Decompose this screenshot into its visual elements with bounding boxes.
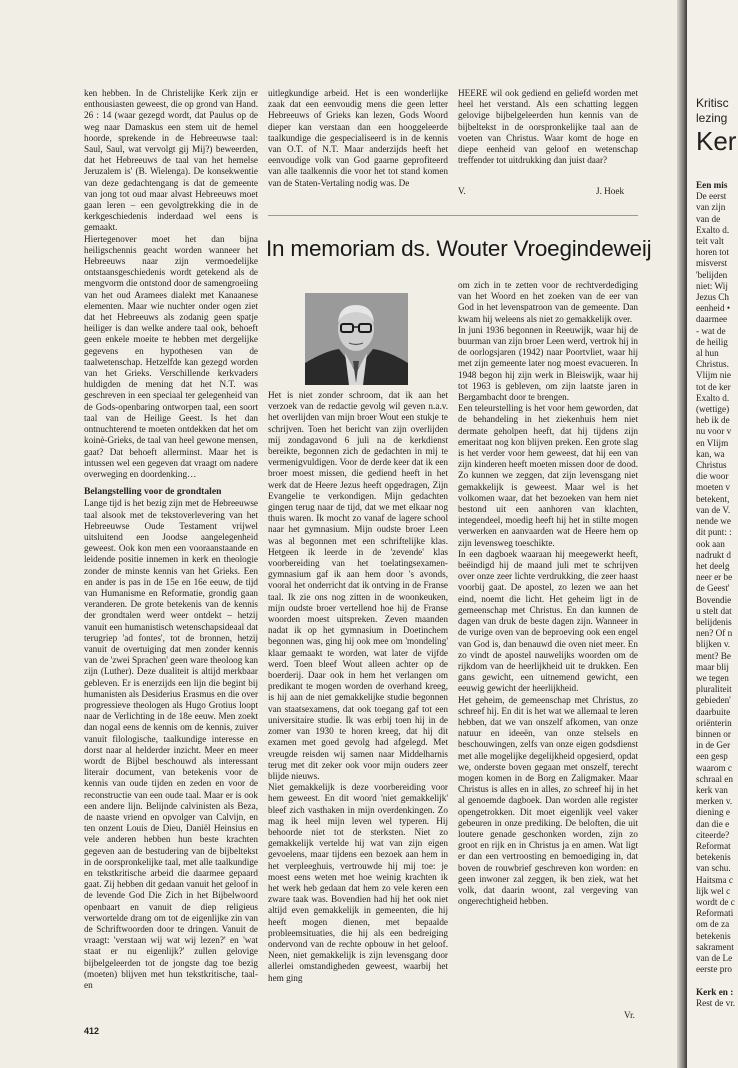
next-page-title: Ker <box>696 126 737 156</box>
paragraph: HEERE wil ook gediend en geliefd worden met heel het verstand. Als een schatting leggen gelovige bijbelgeleerden hun kennis van de bijbeltekst in de oorspronkelijke taal aan de voeten van Christus. Waar komt de hoge en diepe eenheid van geloof en wetenschap treffender tot uitdrukking dan juist daar? <box>458 88 638 166</box>
next-page-line: 'belijden <box>696 269 728 280</box>
article-column-1 <box>84 88 258 1026</box>
next-page-line: maar blij <box>696 661 729 672</box>
next-page-line: nu voor v <box>696 426 732 437</box>
next-page-line: diening e <box>696 807 730 818</box>
paragraph: uitlegkundige arbeid. Het is een wonderlijke zaak dat een eenvoudig mens die geen letter Hebreeuws of Grieks kan lezen, Gods Woord dieper kan verstaan dan een hooggeleerde taalkundige die gespecialiseerd is in de kennis van O.T. of N.T. Maar anderzijds heeft het eenvoudige volk van God gaarne geprofiteerd van alle taalkennis die voor het tot stand komen van de Staten-Vertaling nodig was. De <box>268 88 448 188</box>
next-page-line: (wettige) <box>696 404 730 415</box>
next-page-line: we tegen <box>696 672 729 683</box>
paragraph: ken hebben. In de Christelijke Kerk zijn er enthousiasten geweest, die op grond van Hand. 26 : 14 (waar gezegd wordt, dat Paulus op de weg naar Damaskus een stem uit de hemel hoorde, sprekende in de Hebreeuwse taal: Saul, Saul, wat vervolgt gij Mij?) beweerden, dat het Hebreeuws de taal van het hemelse Jeruzalem is' (B. Wielenga). De konsekwentie van deze gedachtengang is dat de gemeente van jong tot oud maar alvast Hebreeuws moet gaan leren – een gevolgtrekking die in de kerkgeschiedenis inderdaad wel eens is gemaakt. <box>84 88 258 233</box>
next-page-line: belijdenis <box>696 616 732 627</box>
next-page-kicker: Kritisc <box>696 96 729 110</box>
page-number: 412 <box>84 1026 100 1036</box>
subheading: Belangstelling voor de grondtalen <box>84 486 222 498</box>
memoriam-signature: Vr. <box>624 1010 635 1020</box>
next-page-line: die woor <box>696 471 729 482</box>
next-page-line: waarom c <box>696 762 732 773</box>
next-page-line: teit valt <box>696 236 724 247</box>
paragraph: Lange tijd is het bezig zijn met de Hebreeuwse taal alsook met de tekstoverlevering van het Hebreeuwse Oude Testament vrijwel uitsluitend een Joodse aangelegenheid geweest. Ook kon men een vooraanstaande en leidende positie innemen in kerk en theologie zonder de minste kennis van het Grieks. Een en ander is pas in de 15e en 16e eeuw, de tijd van Humanisme en Reformatie, grondig gaan veranderen. De grote betekenis van de kennis der grondtalen werd weer ontdekt – hetzij vanuit een humanistisch wetenschapsideaal dat terugriep 'ad fontes', tot de bronnen, hetzij vanuit de overtuiging dat men zonder kennis van de 'zwei Sprachen' geen ware theoloog kan zijn (Luther). Deze dualiteit is altijd merkbaar gebleven. Er is enerzijds een lijn die begint bij humanisten als Desiderius Erasmus en die over progressieve theologen als Hugo Grotius loopt naar de Verlichting in de 18e eeuw. Men zoekt dan nogal eens de kennis om de kennis, zuiver vanuit filologische, taalkundige interesse en dorst naar al helderder inzicht. Meer en meer wordt de Bijbel beschouwd als interessant literair document, van betekenis voor de kennis van oude tijden en zeden en voor de reconstructie van een oude taal. Maar er is ook een andere lijn. Belijnde calvinisten als Beza, de naaste vriend en opvolger van Calvijn, en ten onzent Louis de Dieu, Daniël Heinsius en vele anderen hebben hun beste krachten gegeven aan de bestudering van de bijbeltekst in de oorspronkelijke taal, met alle taalkundige en tekstkritische arbeid die daarmee gepaard gaat. Zij hebben dit gedaan vanuit het geloof in de levende God Die Zich in het Bijbelwoord openbaart en vanuit de diep religieus verwortelde drang om tot de eigenlijke zin van de Schriftwoorden door te dringen. Vanuit de vraagt: 'verstaan wij wat wij lezen?' en 'wat staat er nu eigenlijk?' zullen gelovige bijbelgeleerden tot de jongste dag toe bezig (moeten) blijven met hun tekstkritische, taal- en <box>84 498 258 991</box>
next-page-line: wordt de c <box>696 897 735 907</box>
next-page-line: dan die e <box>696 818 730 829</box>
paragraph: In een dagboek waaraan hij meegewerkt heeft, beëindigd hij de maand juli met te schrijven over onze zeer lichte verdrukking, die zeer haast voorbij gaat. De apostel, zo lezen we aan het eind, noemt die licht. Het geheim ligt in de gemeenschap met Christus. En dan kunnen de dagen van druk de beste dagen zijn. Wanneer in de vurige oven van de beproeving ook een engel van God is, dan benauwd die oven niet meer. En zo vindt de apostel nauwelijks woorden om de rijkdom van de heerlijkheid uit te drukken. Een gans gewicht, een uitnemend gewicht, een eeuwig gewicht der heerlijkheid. <box>458 548 638 694</box>
next-page-line: schraal en <box>696 773 733 784</box>
next-page-line: sakrament <box>696 941 734 952</box>
paragraph: Hiertegenover moet het dan bijna heiligschennis geacht worden wanneer het Hebreeuws naar zijn vermoedelijke ontstaansgeschiedenis wordt getekend als de mengvorm die ontstond door de samengroeiing van het oud Aramees dialekt met Kanaanese elementen. Maar wie nuchter onder ogen ziet dat het Hebreeuws als zodanig geen spatje heiliger is dan welke andere taal ook, behoeft geen enkele moeite te hebben met dergelijke gegevens en hypothesen van de taalwetenschap. Hetzelfde kan gezegd worden van het Grieks. Verschillende kerkvaders huldigden de mening dat het N.T. was geschreven in een speciaal ter gelegenheid van de Gods-openbaring ontworpen taal, een soort taal van de Heilige Geest. Is het dan ontnuchterend te moeten ontdekken dat het om koinè-Grieks, de taal van heel gewone mensen, gaat? Dat behoeft allerminst. Maar het is intussen wel een gegeven dat vraagt om nadere overweging en doordenking… <box>84 233 258 479</box>
next-page-line: nen? Of n <box>696 628 733 639</box>
next-page-line: gebieden' <box>696 695 731 706</box>
next-page-line: een gesp <box>696 751 728 762</box>
next-page-line: Reformat <box>696 840 731 851</box>
next-page-line: moeten v <box>696 482 730 493</box>
next-page-line: al hun <box>696 348 719 359</box>
next-page-line: horen tot <box>696 247 729 258</box>
article-column-3 <box>458 88 638 183</box>
article-column-2 <box>268 88 448 225</box>
next-page-line: betekenis <box>696 852 731 863</box>
next-page-line: Een mis <box>696 180 728 190</box>
next-page-line: Reformati <box>696 908 734 919</box>
next-page-line: Christus. <box>696 359 729 370</box>
next-page-line: Jezus Ch <box>696 292 729 303</box>
next-page-line: Christus <box>696 460 727 471</box>
paragraph: Het geheim, de gemeenschap met Christus, zo schreef hij. En dit is het wat we allemaal te leren hebben, dat we van onszelf afkomen, van onze natuur en ideeën, van onze stelsels en beschouwingen, zelfs van onze eigen godsdienst met alle mogelijke degelijkheid opgesierd, opdat we, onderste boven gegaan met onszelf, terecht mogen komen in de Borg en Zaligmaker. Maar Christus is alles en in alles, zo schreef hij in het al genoemde dagboek. Dan worden alle register opengetrokken. Dit moet eigenlijk veel vaker gebeuren in onze prediking. De beloften, die uit loutere genade geschonken worden, zijn zo groot en rijk en in Christus ja en amen. Wat ligt er dan een vertroosting en bemoediging in, dat boven de rouwbrief geschreven kon worden: en geen inwoner zal zeggen, ik ben ziek, wat het volk, dat daarin woont, zal vergeving van ongerechtigheid hebben. <box>458 694 638 907</box>
next-page-line: Bovendie <box>696 594 732 605</box>
signature-initial: V. <box>458 186 466 196</box>
next-page-line: neer er be <box>696 572 733 583</box>
next-page-line: niet: Wij <box>696 280 728 291</box>
memoriam-column-2 <box>458 280 638 1026</box>
portrait-photo <box>305 293 408 385</box>
next-page-line: en Vlijm <box>696 437 729 448</box>
next-page-line: kan, wa <box>696 448 725 459</box>
next-page-line: van de V. <box>696 504 731 515</box>
adjacent-page <box>687 0 738 1068</box>
next-page-line: blijken v. <box>696 639 731 650</box>
next-page-line: Haitsma c <box>696 874 733 885</box>
next-page-line: merken v. <box>696 796 733 807</box>
next-page-kicker-2: lezing <box>696 111 728 125</box>
next-page-line: ook aan <box>696 538 725 549</box>
next-page-line: de Geest' <box>696 583 730 594</box>
section-divider <box>268 215 638 216</box>
next-page-text <box>696 180 736 1009</box>
next-page-line: betekent, <box>696 493 730 504</box>
next-page-line: binnen or <box>696 728 731 739</box>
paragraph: In juni 1936 begonnen in Reeuwijk, waar hij de buurman van zijn broer Leen werd, vertrok hij in de oorlogsjaren (1942) naar Poortvliet, waar hij met zijn gemeente later nog moest evacueren. In 1948 begon hij zijn werk in Bleiswijk, waar hij tot 1963 is gebleven, om zijn laatste jaren in Bergambacht door te brengen. <box>458 324 638 403</box>
next-page-line: Vlijm nie <box>696 370 731 381</box>
next-page-line: dit punt: : <box>696 527 732 538</box>
next-page-line: betekenis <box>696 930 731 941</box>
next-page-line: eenheid • <box>696 303 731 314</box>
next-page-line: lijk wel c <box>696 885 731 896</box>
next-page-line: ment? Be <box>696 650 731 661</box>
next-page-line: het deelg <box>696 560 730 571</box>
next-page-line: Rest de vr. <box>696 997 736 1008</box>
next-page-line: nende we <box>696 516 731 527</box>
next-page-line: pluraliteit <box>696 684 732 695</box>
paragraph: Een teleurstelling is het voor hem geworden, dat de behandeling in het ziekenhuis hem niet dermate geholpen heeft, dat hij tijdens zijn emeritaat nog kon blijven preken. Een grote slag is het verder voor hem geweest, dat hij een van zijn kinderen heeft moeten missen door de dood. Zo kunnen we zeggen, dat zijn levensgang niet gemakkelijk is geweest. Maar wel is het volkomen waar, dat het bezoeken van hem niet bestond uit een aanhoren van klachten, integendeel, moedig heeft hij het in stilte mogen verwerken en aanvaarden wat de Heere hem op zijn levensweg toeschikte. <box>458 403 638 548</box>
next-page-line: eerste pro <box>696 964 732 975</box>
next-page-line: tot de ker <box>696 381 731 392</box>
next-page-line: Kerk en : <box>696 986 734 997</box>
next-page-line: misverst <box>696 258 728 269</box>
next-page-line: daarmee <box>696 314 728 325</box>
next-page-line: de heilig <box>696 336 728 347</box>
next-page-line: om de za <box>696 919 730 930</box>
next-page-line: van zijn <box>696 202 726 213</box>
next-page-line: van de Le <box>696 953 733 964</box>
next-page-line: van schu. <box>696 863 731 874</box>
next-page-line: van de <box>696 213 721 224</box>
author-signature: J. Hoek <box>596 186 625 196</box>
next-page-line: in de Ger <box>696 740 731 751</box>
next-page-line: Exalto d. <box>696 224 730 235</box>
next-page-line: - wat de <box>696 325 726 336</box>
paragraph: Het is niet zonder schroom, dat ik aan het verzoek van de redactie gevolg wil geven n.a.v. het overlijden van mijn broer Wout een stukje te schrijven. Toen het bericht van zijn overlijden mij zondagavond 6 juli na de kerkdienst bereikte, begonnen zich de gedachten in mij te vermenigvuldigen. Voor de derde keer dat ik een broer moest missen, die gediend heeft in het werk dat de Heere Jezus heeft opgedragen, Zijn Evangelie te verkondigen. Mijn gedachten gingen terug naar de tijd, dat we met elkaar nog thuis waren. Ik mocht zo vanaf de lagere school naar het gymnasium. Mijn oudste broer Leen was al begonnen met een schriftelijke klas. Hetgeen ik leerde in de 'zevende' klas voorbereiding van het toelatingsexamen-gymnasium gaf ik aan hem door 's avonds, vooral het onderricht dat ik ontving in de Franse taal. Ik zie ons nog zitten in de woonkeuken, mijn oudste broer vertellend hoe hij de Franse woorden moest uitspreken. Zeven maanden nadat ik op het gymnasium in Doetinchem begonnen was, ging hij ook mee om 'mondeling' klaar gemaakt te worden, wat later de vijfde werd. Toen bleef Wout alleen achter op de boerderij. Daar ook in hem het verlangen om predikant te mogen worden de overhand kreeg, is hij aan de niet gemakkelijke studie begonnen van staatsexamens, dat ook toegang gaf tot een universitaire studie. Ik was erbij toen hij in de zomer van 1930 te horen kreeg, dat hij dit examen met goed gevolg had afgelegd. Met vreugde reisden wij samen naar Middelharnis terug met dit zeker ook voor mijn ouders zeer blijde nieuws. <box>268 390 448 781</box>
next-page-line: oriënterin <box>696 717 732 728</box>
next-page-line: citeerde? <box>696 829 730 840</box>
next-page-line: u stelt dat <box>696 605 732 616</box>
memoriam-headline: In memoriam ds. Wouter Vroegindeweij <box>266 236 652 261</box>
next-page-line: Exalto d. <box>696 392 730 403</box>
memoriam-column-1 <box>268 390 448 1026</box>
next-page-line: nadrukt d <box>696 549 731 560</box>
paragraph: Niet gemakkelijk is deze voorbereiding voor hem geweest. En dit woord 'niet gemakkelijk' bleef zich vasthaken in mijn overdenkingen. Zo mag ik heel mijn leven wel typeren. Hij behoorde niet tot de sterksten. Niet zo gemakkelijk vertelde hij wat van zijn eigen gevoelens, maar tijdens een bezoek aan hem in het verpleeghuis, vertrouwde hij mij toe: je moest eens weten met hoe weinig krachten ik het werk heb gedaan dat hem zo vele keren een zware taak was. Bovendien had hij het ook niet altijd even gemakkelijk in gemeenten, die hij heeft mogen dienen, met bepaalde probleemsituaties, die hij als een bedreiging ondervond van de rechte opbouw in het geloof. Neen, niet gemakkelijk is zijn levensgang door allerlei omstandigheden geweest, waarbij het hem ging <box>268 782 448 983</box>
next-page-line: daarbuite <box>696 706 731 717</box>
next-page-line: De eerst <box>696 191 727 202</box>
next-page-line: heb ik de <box>696 415 730 426</box>
paragraph: om zich in te zetten voor de rechtverdediging van het Woord en het zoeken van de eer van God in het levenspatroon van de gemeente. Dan kwam hij weleens als niet zo gemakkelijk over. <box>458 280 638 324</box>
book-gutter <box>677 0 687 1068</box>
next-page-line <box>696 975 736 986</box>
next-page-line: kerk van <box>696 784 728 795</box>
portrait-illustration <box>305 293 408 385</box>
